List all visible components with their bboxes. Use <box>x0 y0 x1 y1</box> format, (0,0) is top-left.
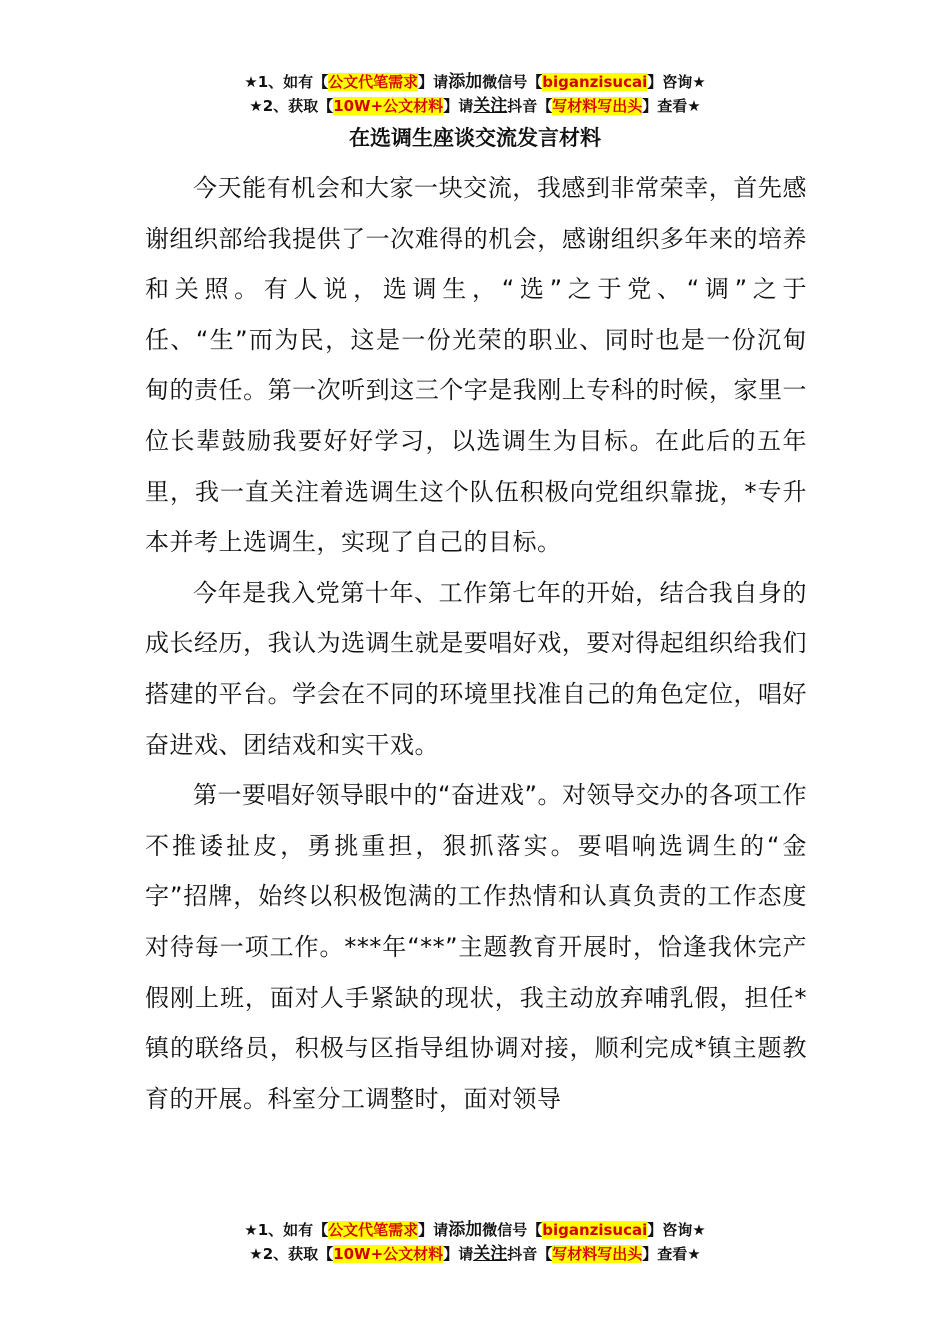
document-body <box>145 163 807 1124</box>
promo-line-1 <box>0 70 950 94</box>
promo-emphasis: 添加 <box>448 72 483 92</box>
promo-text: 】咨询★ <box>647 1221 706 1239</box>
promo-text: ★2、获取【 <box>249 1245 334 1263</box>
promo-highlight: 写材料写出头 <box>552 1245 643 1263</box>
body-paragraph: 今天能有机会和大家一块交流，我感到非常荣幸，首先感谢组织部给我提供了一次难得的机会，感谢组织多年来的培养和关照。有人说，选调生，“选”之于党、“调”之于任、“生”而为民，这是一份光荣的职业、同时也是一份沉甸甸的责任。第一次听到这三个字是我刚上专科的时候，家里一位长辈鼓励我要好好学习，以选调生为目标。在此后的五年里，我一直关注着选调生这个队伍积极向党组织靠拢，*专升本并考上选调生，实现了自己的目标。 <box>145 174 807 557</box>
body-paragraph: 第一要唱好领导眼中的“奋进戏”。对领导交办的各项工作不推诿扯皮，勇挑重担，狠抓落实。要唱响选调生的“金字”招牌，始终以积极饱满的工作热情和认真负责的工作态度对待每一项工作。***年“**”主题教育开展时，恰逢我休完产假刚上班，面对人手紧缺的现状，我主动放弃哺乳假，担任*镇的联络员，积极与区指导组协调对接，顺利完成*镇主题教育的开展。科室分工调整时，面对领导 <box>145 781 807 1113</box>
promo-highlight: biganzisucai <box>542 1221 648 1239</box>
promo-text: 】查看★ <box>642 97 701 115</box>
promo-highlight: 公文代笔需求 <box>328 1221 419 1239</box>
promo-text: ★1、如有【 <box>244 1221 329 1239</box>
promo-highlight: 写材料写出头 <box>552 97 643 115</box>
promo-text: ★1、如有【 <box>244 73 329 91</box>
promo-emphasis: 添加 <box>448 1220 483 1240</box>
promo-emphasis: 关注 <box>473 1244 508 1264</box>
promo-text: 抖音【 <box>507 97 553 115</box>
body-paragraph: 今年是我入党第十年、工作第七年的开始，结合我自身的成长经历，我认为选调生就是要唱好戏，要对得起组织给我们搭建的平台。学会在不同的环境里找准自己的角色定位，唱好奋进戏、团结戏和实干戏。 <box>145 578 807 759</box>
footer-promo-banner <box>0 1218 950 1266</box>
promo-text: 】请 <box>443 97 474 115</box>
document-title: 在选调生座谈交流发言材料 <box>349 126 601 150</box>
promo-text: 】请 <box>443 1245 474 1263</box>
promo-highlight: 10W+公文材料 <box>333 97 444 115</box>
promo-text: 】咨询★ <box>647 73 706 91</box>
promo-line-2 <box>0 94 950 118</box>
promo-text: 微信号【 <box>482 1221 543 1239</box>
promo-line-2 <box>0 1242 950 1266</box>
promo-text: 】请 <box>418 1221 449 1239</box>
promo-emphasis: 关注 <box>473 96 508 116</box>
promo-text: ★2、获取【 <box>249 97 334 115</box>
promo-highlight: 公文代笔需求 <box>328 73 419 91</box>
promo-text: 】查看★ <box>642 1245 701 1263</box>
promo-text: 微信号【 <box>482 73 543 91</box>
promo-text: 抖音【 <box>507 1245 553 1263</box>
header-promo-banner <box>0 70 950 118</box>
promo-text: 】请 <box>418 73 449 91</box>
promo-line-1 <box>0 1218 950 1242</box>
promo-highlight: 10W+公文材料 <box>333 1245 444 1263</box>
promo-highlight: biganzisucai <box>542 73 648 91</box>
